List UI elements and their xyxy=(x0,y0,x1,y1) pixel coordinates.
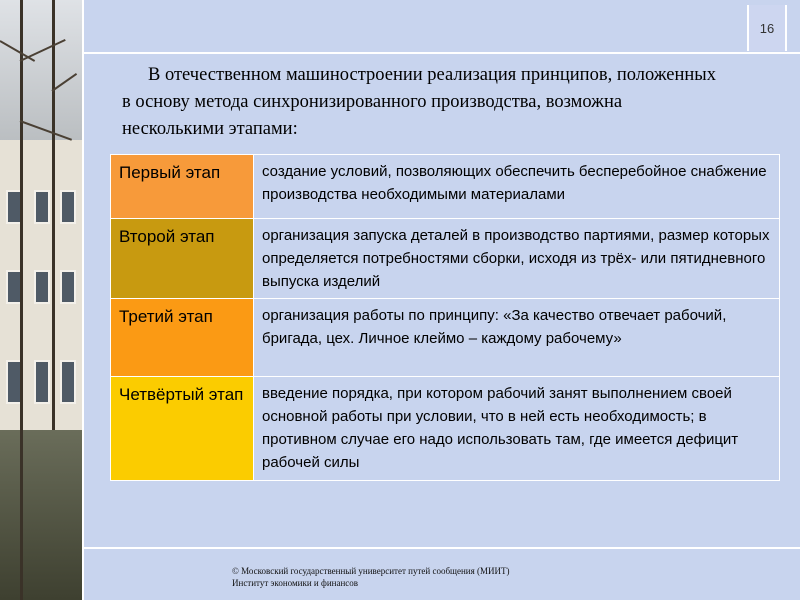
footer xyxy=(232,565,509,589)
footer-line-university: © Московский государственный университет путей сообщения (МИИТ) xyxy=(232,566,510,576)
bottom-divider xyxy=(84,547,800,549)
stage-name-cell: Третий этап xyxy=(111,299,254,377)
stage-description-cell: создание условий, позволяющих обеспечить бесперебойное снабжение производства необходимыми материалами xyxy=(254,155,780,219)
table-row xyxy=(111,299,780,377)
footer-line-institute: Институт экономики и финансов xyxy=(232,578,359,588)
stage-name-cell: Четвёртый этап xyxy=(111,377,254,481)
page-number: 16 xyxy=(747,5,787,51)
stage-description-cell: организация запуска деталей в производство партиями, размер которых определяется потребностями сборки, исходя из трёх- или пятидневного выпуска изделий xyxy=(254,219,780,299)
table-row xyxy=(111,219,780,299)
table-row xyxy=(111,155,780,219)
top-divider xyxy=(84,52,800,54)
side-photo xyxy=(0,0,82,600)
vertical-divider xyxy=(82,0,84,600)
intro-text: В отечественном машиностроении реализация принципов, положенных в основу метода синхронизированного производства, возможна несколькими этапами: xyxy=(122,65,716,139)
table-row xyxy=(111,377,780,481)
stage-name-cell: Второй этап xyxy=(111,219,254,299)
stage-name-cell: Первый этап xyxy=(111,155,254,219)
stages-table xyxy=(110,154,780,481)
stage-description-cell: организация работы по принципу: «За качество отвечает рабочий, бригада, цех. Личное клеймо – каждому рабочему» xyxy=(254,299,780,377)
stage-description-cell: введение порядка, при котором рабочий занят выполнением своей основной работы при условии, что в ней есть необходимость; в противном случае его надо использовать там, где имеется дефицит рабочей силы xyxy=(254,377,780,481)
